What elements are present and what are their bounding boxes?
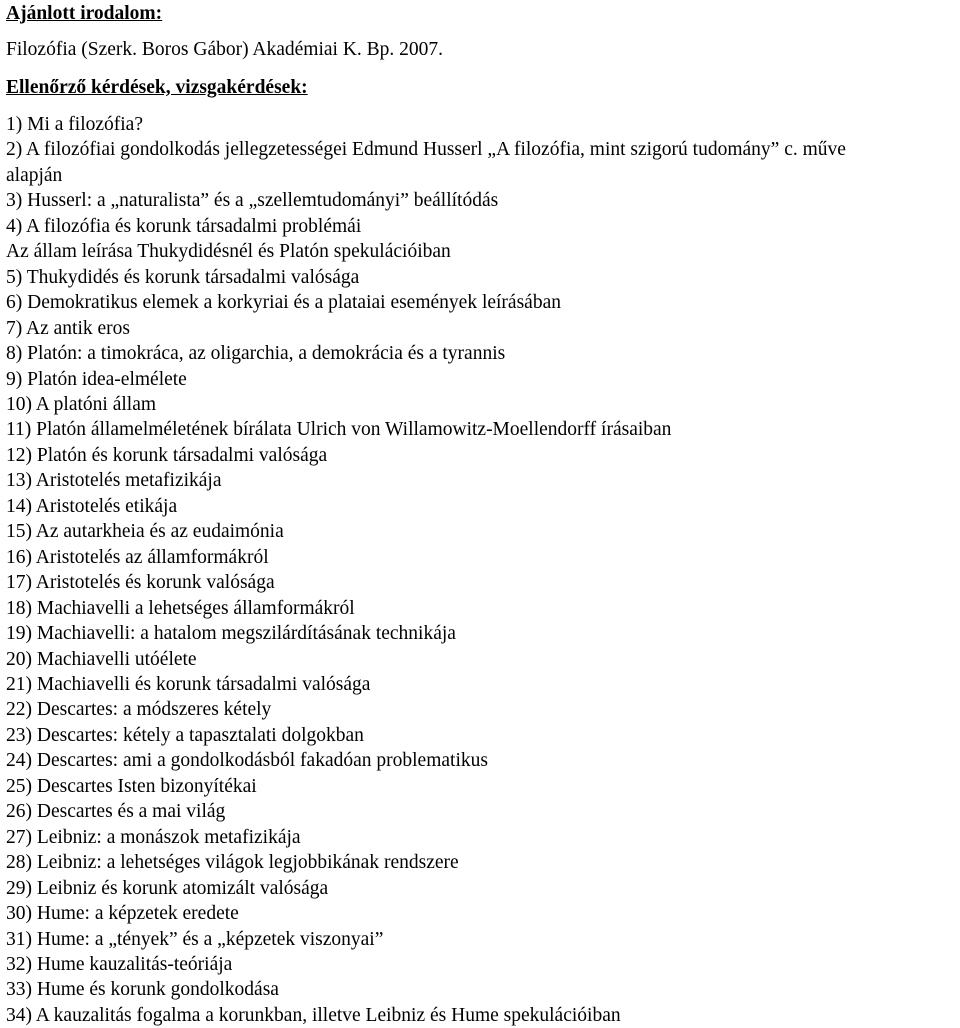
- list-item: 25) Descartes Isten bizonyítékai: [6, 775, 257, 797]
- list-item: 6) Demokratikus elemek a korkyriai és a plataiai események leírásában: [6, 292, 561, 314]
- list-item: 30) Hume: a képzetek eredete: [6, 903, 239, 925]
- list-item: 32) Hume kauzalitás-teóriája: [6, 953, 233, 975]
- list-item: 22) Descartes: a módszeres kétely: [6, 699, 272, 721]
- list-item: 13) Aristotelés metafizikája: [6, 470, 222, 492]
- list-item: 20) Machiavelli utóélete: [6, 648, 197, 670]
- recommended-reading-heading: Ajánlott irodalom:: [6, 3, 163, 24]
- list-item: alapján: [6, 164, 63, 186]
- recommended-source: Filozófia (Szerk. Boros Gábor) Akadémiai K. Bp. 2007.: [6, 39, 444, 60]
- list-item: 15) Az autarkheia és az eudaimónia: [6, 521, 284, 543]
- list-item: 21) Machiavelli és korunk társadalmi valósága: [6, 673, 371, 695]
- list-item: 18) Machiavelli a lehetséges államformákról: [6, 597, 355, 619]
- list-item: 19) Machiavelli: a hatalom megszilárdításának technikája: [6, 623, 456, 645]
- list-item: 9) Platón idea-elmélete: [6, 368, 187, 390]
- list-item: 4) A filozófia és korunk társadalmi problémái: [6, 215, 362, 237]
- list-item: 31) Hume: a „tények” és a „képzetek viszonyai”: [6, 928, 384, 950]
- list-item: 7) Az antik eros: [6, 317, 131, 339]
- list-item: 29) Leibniz és korunk atomizált valósága: [6, 877, 329, 899]
- list-item: 14) Aristotelés etikája: [6, 495, 178, 517]
- list-item: 12) Platón és korunk társadalmi valósága: [6, 444, 328, 466]
- exam-questions-heading: Ellenőrző kérdések, vizsgakérdések:: [6, 77, 308, 98]
- list-item: 2) A filozófiai gondolkodás jellegzetességei Edmund Husserl „A filozófia, mint szigorú tudomány” c. műve: [6, 139, 846, 161]
- list-item: 16) Aristotelés az államformákról: [6, 546, 269, 568]
- list-item: 3) Husserl: a „naturalista” és a „szellemtudományi” beállítódás: [6, 190, 499, 212]
- list-item: 28) Leibniz: a lehetséges világok legjobbikának rendszere: [6, 852, 459, 874]
- list-item: 1) Mi a filozófia?: [6, 114, 143, 135]
- list-item: 5) Thukydidés és korunk társadalmi valósága: [6, 266, 360, 288]
- list-item: Az állam leírása Thukydidésnél és Platón spekulációiban: [6, 241, 451, 263]
- list-item: 26) Descartes és a mai világ: [6, 801, 226, 823]
- list-item: 11) Platón államelméletének bírálata Ulrich von Willamowitz-Moellendorff írásaiban: [6, 419, 672, 441]
- list-item: 17) Aristotelés és korunk valósága: [6, 572, 275, 594]
- list-item: 23) Descartes: kétely a tapasztalati dolgokban: [6, 724, 364, 746]
- list-item: 34) A kauzalitás fogalma a korunkban, illetve Leibniz és Hume spekulációiban: [6, 1004, 621, 1026]
- question-list: [6, 112, 846, 1028]
- list-item: 27) Leibniz: a monászok metafizikája: [6, 826, 301, 848]
- list-item: 8) Platón: a timokráca, az oligarchia, a demokrácia és a tyrannis: [6, 343, 506, 365]
- list-item: 33) Hume és korunk gondolkodása: [6, 979, 279, 1001]
- list-item: 10) A platóni állam: [6, 393, 157, 415]
- list-item: 24) Descartes: ami a gondolkodásból fakadóan problematikus: [6, 750, 488, 772]
